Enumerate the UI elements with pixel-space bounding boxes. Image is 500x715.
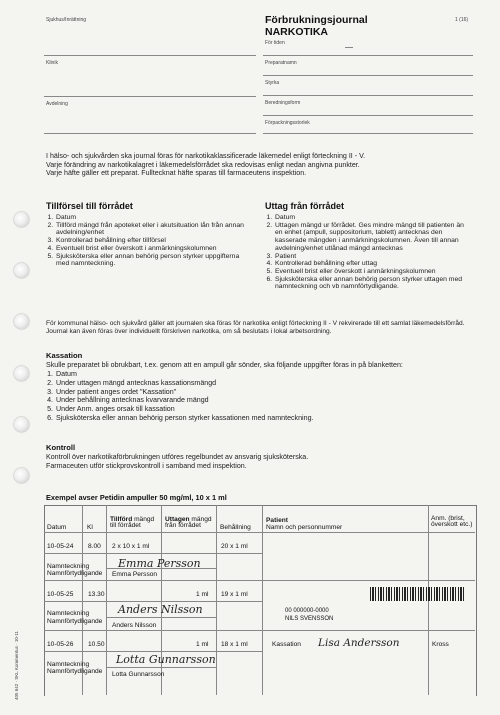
punch-hole — [14, 468, 29, 483]
row3-uttagen: 1 ml — [196, 641, 209, 648]
period-label: För tiden — [265, 40, 285, 46]
hospital-label: Sjukhus/Inrättning — [46, 17, 87, 23]
sign-label: Namnteckning — [47, 661, 90, 668]
row2-patient-id: 00 000000-0000 — [285, 608, 329, 614]
punch-hole — [14, 314, 29, 329]
kassation-text: Skulle preparatet bli obrukbart, t.ex. genom att en ampull går sönder, ska följande uppgifter föras in på blanketten: — [46, 361, 403, 369]
patient-barcode — [370, 587, 465, 601]
sign-label: Namnteckning — [47, 610, 90, 617]
divider — [263, 75, 473, 76]
uttag-list: 1. Datum 2. Uttagen mängd ur förrådet. Ges mindre mängd till patienten än en enhet (ampull, suppositorium, tablett) antecknas den kasserade mängden i anmärkningskolumnen. Även till annan avdelning/enhet utlånad mängd antecknas 3. Patient 4. Kontrollerad behållning efter uttag 5. Eventuell brist eller överskott i anmärkningskolumnen 6. Sjuksköterska eller annan behörig person styrker uttagen med namnteckning och vb namnförtydligande. — [265, 214, 465, 291]
col-uttagen: Uttagen mängd från förrådet — [165, 516, 212, 529]
divider — [263, 133, 473, 134]
column-line — [216, 505, 217, 695]
col-datum: Datum — [47, 524, 67, 531]
row2-patient-name: NILS SVENSSON — [285, 616, 334, 622]
row3-date: 10-05-26 — [47, 641, 74, 648]
divider — [263, 95, 473, 96]
row1-time: 8.00 — [88, 543, 101, 550]
tillforsel-heading: Tillförsel till förrådet — [46, 201, 133, 211]
divider — [44, 96, 256, 97]
row1-behallning: 20 x 1 ml — [221, 543, 248, 550]
row-divider — [44, 580, 475, 581]
row3-time: 10.50 — [88, 641, 105, 648]
print-label: Namnförtydligande — [47, 668, 103, 675]
clinic-label: Klinik — [46, 60, 58, 66]
punch-hole — [14, 212, 29, 227]
col-anm: Anm. (brist, överskott etc.) — [431, 515, 473, 528]
kontroll-heading: Kontroll — [46, 443, 76, 452]
kassation-list: 1. Datum 2. Under uttagen mängd antecknas kassationsmängd 3. Under patient anges ordet "Kassation" 4. Under behållning antecknas kvarvarande mängd 5. Under Anm. anges orsak till kassation 6. Sjuksköterska eller annan behörig person styrker kassationen med namnteckning. — [46, 370, 466, 423]
row-divider — [44, 630, 475, 631]
page-title: Förbrukningsjournal NARKOTIKA — [265, 14, 368, 38]
sign-line — [106, 667, 216, 668]
print-label: Namnförtydligande — [47, 570, 103, 577]
row2-printed: Anders Nilsson — [112, 622, 157, 629]
col-kl: Kl — [87, 524, 93, 531]
row-divider — [44, 553, 262, 554]
header-divider — [44, 532, 475, 533]
sign-line — [106, 568, 216, 569]
uttag-heading: Uttag från förrådet — [265, 201, 345, 211]
row3-patient: Kassation — [272, 641, 301, 648]
row-divider — [44, 651, 262, 652]
row3-signature: Lotta Gunnarsson — [116, 653, 216, 666]
department-label: Avdelning — [46, 101, 68, 107]
field-label: Beredningsform — [265, 100, 301, 106]
kontroll-text: Kontroll över narkotikaförbrukningen utföres regelbundet av ansvarig sjuksköterska. Farmaceuten utför stickprovskontroll i samband med inspektion. — [46, 453, 309, 470]
row3-anm: Kross — [432, 641, 449, 648]
row-divider — [44, 601, 262, 602]
divider — [263, 55, 473, 56]
row2-date: 10-05-25 — [47, 591, 74, 598]
punch-hole — [14, 366, 29, 381]
punch-hole — [14, 263, 29, 278]
example-heading: Exempel avser Petidin ampuller 50 mg/ml, 10 x 1 ml — [46, 493, 227, 502]
row1-date: 10-05-24 — [47, 543, 74, 550]
col-patient-sub: Namn och personnummer — [266, 524, 343, 531]
row2-uttagen: 1 ml — [196, 591, 209, 598]
column-line — [262, 505, 263, 695]
sign-label: Namnteckning — [47, 563, 90, 570]
divider — [44, 55, 256, 56]
row1-signature: Emma Persson — [118, 557, 201, 570]
tillforsel-list: 1. Datum 2. Tillförd mängd från apoteket eller i akutsituation lån från annan avdelning/enhet 3. Kontrollerad behållning efter tillförsel 4. Eventuell brist eller överskott i anmärkningskolumnen 5. Sjuksköterska eller annan behörig person styrker uppgifterna med namnteckning. — [46, 214, 246, 268]
col-patient: Patient — [266, 517, 288, 524]
kassation-heading: Kassation — [46, 351, 83, 360]
period-dash — [345, 47, 353, 48]
punch-hole — [14, 417, 29, 432]
row3-behallning: 18 x 1 ml — [221, 641, 248, 648]
row1-tillford: 2 x 10 x 1 ml — [112, 543, 150, 550]
row2-time: 13.30 — [88, 591, 105, 598]
row2-signature: Anders Nilsson — [118, 603, 203, 616]
form-code: 405 642 · SKL Kommentus · 10-11 — [14, 630, 19, 700]
page-number: 1 (16) — [455, 17, 469, 23]
divider — [44, 133, 256, 134]
field-label: Förpackningsstorlek — [265, 120, 310, 126]
field-label: Preparatnamn — [265, 60, 297, 66]
row1-printed: Emma Persson — [112, 571, 158, 578]
row3-printed: Lotta Gunnarsson — [112, 671, 165, 678]
field-label: Styrka — [265, 80, 280, 86]
col-behallning: Behållning — [220, 524, 251, 531]
kommunal-text: För kommunal hälso- och sjukvård gäller att journalen ska föras för narkotika enligt förteckning II - V rekvirerade till ett samlat läkemedelsförråd. Journal kan även föras över individuellt förskriven narkotika, om så beslutats i lokal arbetsordning. — [46, 320, 465, 335]
row3-patient-signature: Lisa Andersson — [318, 637, 400, 649]
row2-behallning: 19 x 1 ml — [221, 591, 248, 598]
sign-line — [106, 617, 216, 618]
intro-text: I hälso- och sjukvården ska journal föras för narkotikaklassificerade läkemedel enligt förteckning II - V. Varje förändring av narkotikalagret i läkemedelsförrådet ska redovisas enligt nedan angivna punkter. Varje häfte gäller ett preparat. Fulltecknat häfte sparas till farmaceutens inspektion. — [46, 152, 366, 178]
divider — [263, 115, 473, 116]
col-tillford: Tillförd mängd till förrådet — [110, 516, 155, 529]
print-label: Namnförtydligande — [47, 618, 103, 625]
